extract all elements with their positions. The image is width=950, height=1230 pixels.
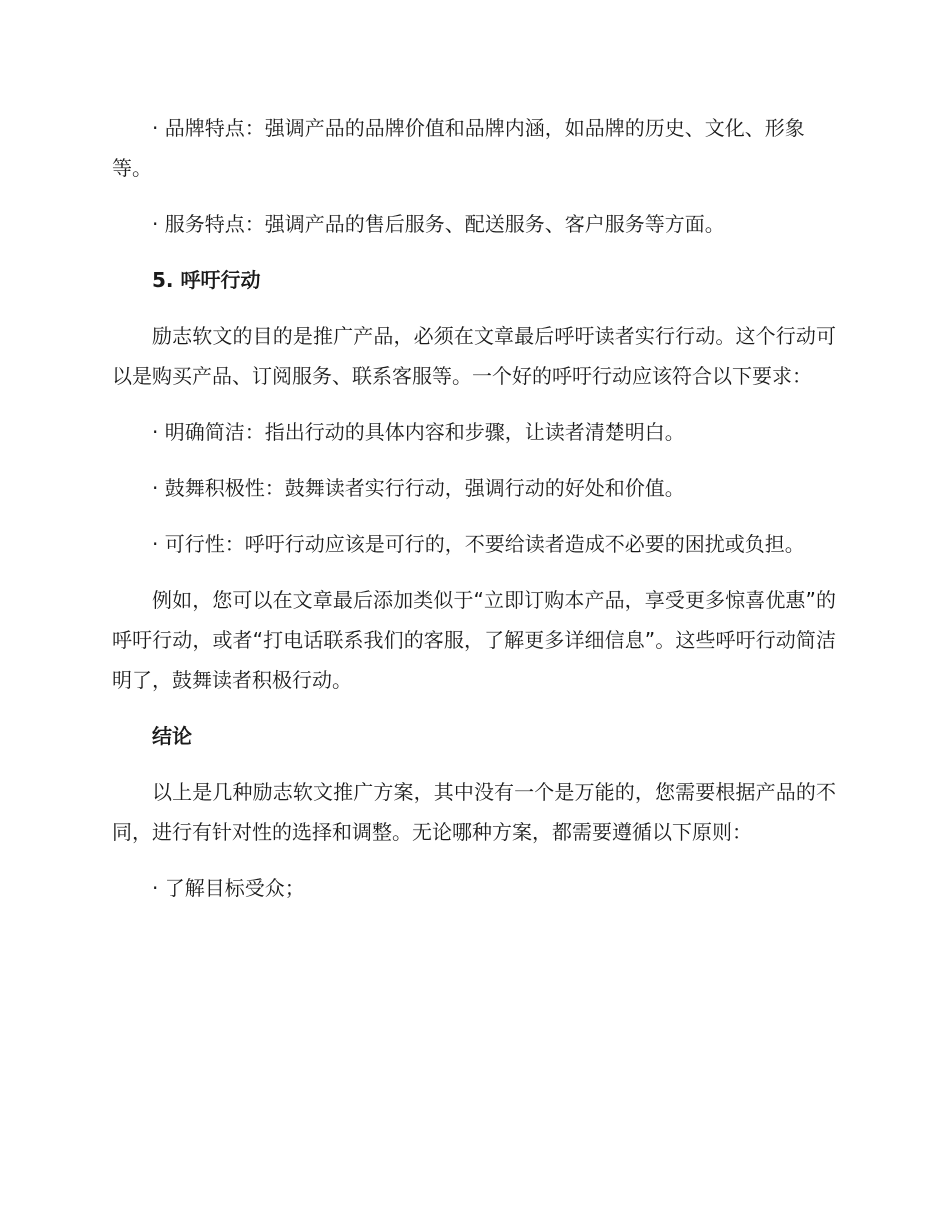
paragraph-call-to-action-intro: 励志软文的目的是推广产品，必须在文章最后呼吁读者实行行动。这个行动可以是购买产品、订阅服务、联系客服等。一个好的呼吁行动应该符合以下要求：: [112, 324, 836, 388]
bullet-service-features: · 服务特点：强调产品的售后服务、配送服务、客户服务等方面。: [152, 212, 725, 236]
paragraph-example: 例如，您可以在文章最后添加类似于“立即订购本产品，享受更多惊喜优惠”的呼吁行动，或者“打电话联系我们的客服，了解更多详细信息”。这些呼吁行动简洁明了，鼓舞读者积极行动。: [112, 588, 836, 692]
bullet-encourage-enthusiasm: · 鼓舞积极性：鼓舞读者实行行动，强调行动的好处和价值。: [152, 476, 685, 500]
section-heading-conclusion: 结论: [152, 724, 192, 748]
paragraph-conclusion: 以上是几种励志软文推广方案，其中没有一个是万能的，您需要根据产品的不同，进行有针对性的选择和调整。无论哪种方案，都需要遵循以下原则：: [112, 780, 836, 844]
bullet-clear-concise: · 明确简洁：指出行动的具体内容和步骤，让读者清楚明白。: [152, 420, 685, 444]
bullet-feasibility: · 可行性：呼吁行动应该是可行的，不要给读者造成不必要的困扰或负担。: [152, 532, 805, 556]
bullet-brand-features: · 品牌特点：强调产品的品牌价值和品牌内涵，如品牌的历史、文化、形象等。: [112, 116, 805, 180]
section-heading-call-to-action: 5. 呼吁行动: [152, 268, 261, 292]
document-page: [112, 108, 836, 924]
bullet-know-audience: · 了解目标受众；: [152, 876, 305, 900]
